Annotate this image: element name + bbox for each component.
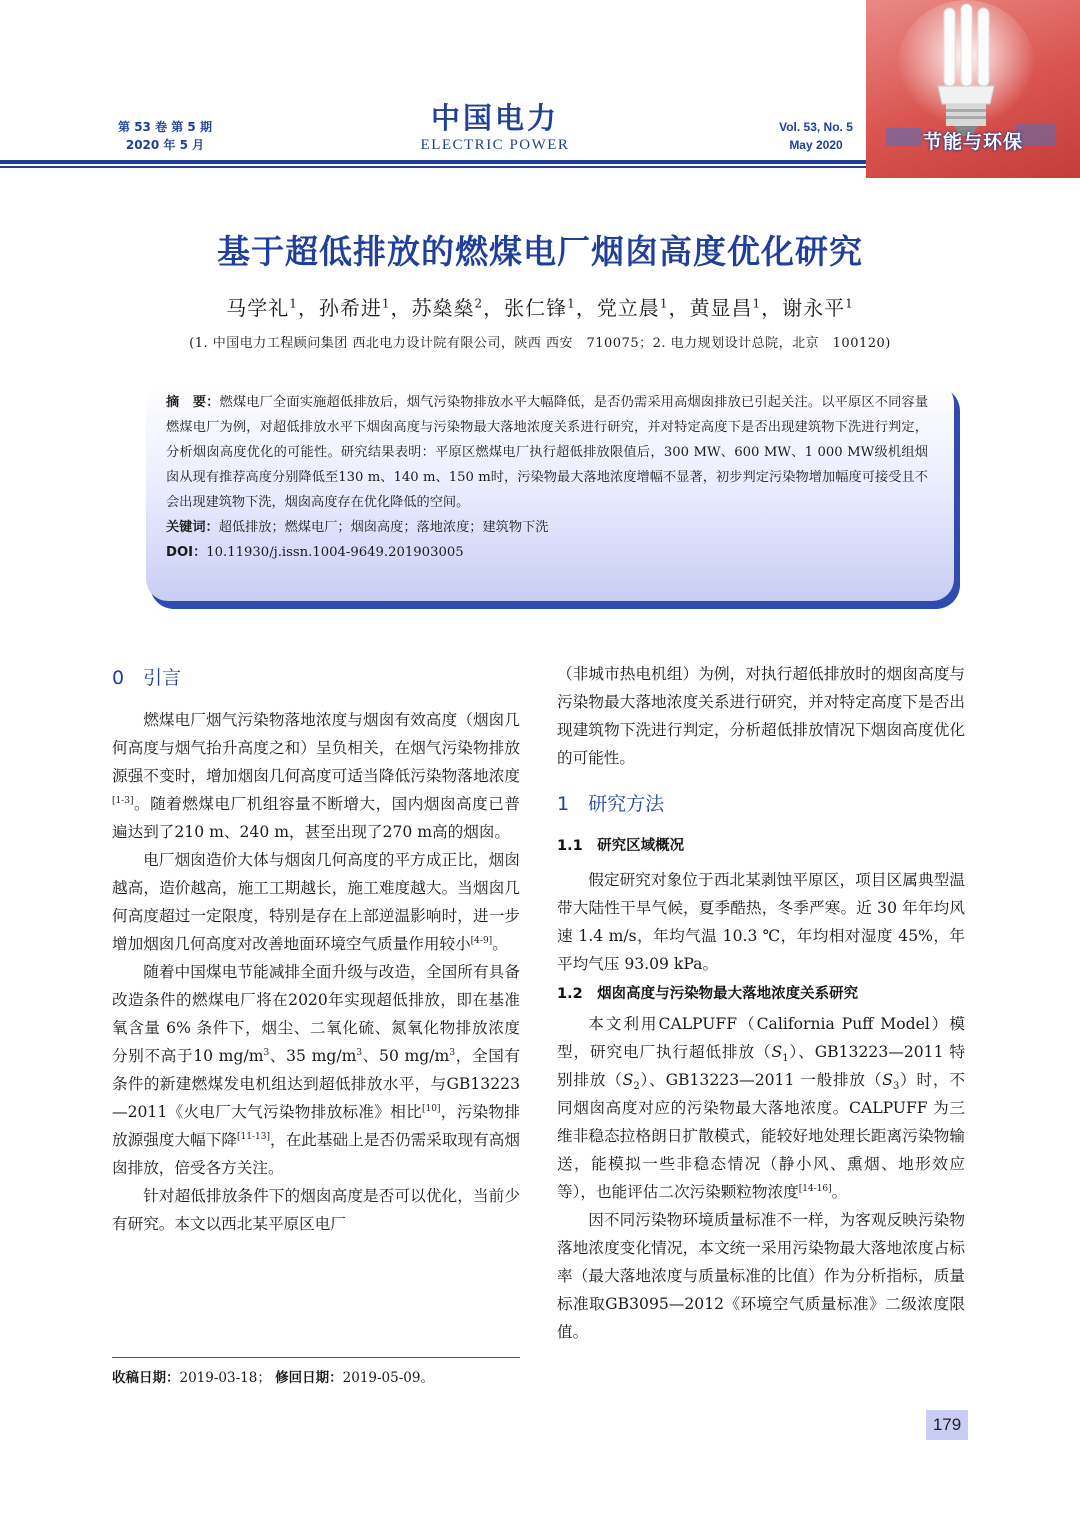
affiliation: (1. 中国电力工程顾问集团 西北电力设计院有限公司，陕西 西安 710075；2. 电力规划设计总院，北京 100120) bbox=[189, 336, 891, 351]
unit-exponent: 3 bbox=[263, 1047, 270, 1058]
paragraph: 假定研究对象位于西北某剥蚀平原区，项目区属典型温带大陆性干旱气候，夏季酷热，冬季严寒。近 30 年年均风速 1.4 m/s，年均气温 10.3 ℃，年均相对湿度 45%，年平均气压 93.09 kPa。 bbox=[557, 871, 965, 973]
text: ，在此基础上是否仍需采取现有高烟囱排放，倍受各方关注。 bbox=[112, 1131, 520, 1177]
citation[interactable]: [11-13] bbox=[237, 1131, 270, 1142]
author: 谢永平 bbox=[782, 296, 846, 320]
right-column bbox=[557, 660, 965, 1346]
footnote-rule bbox=[112, 1357, 520, 1358]
author-affil-mark: 1 bbox=[381, 296, 391, 311]
doi-text: 10.11930/j.issn.1004-9649.201903005 bbox=[206, 545, 464, 560]
section-heading-method: 1 研究方法 bbox=[557, 793, 665, 815]
author: 黄显昌 bbox=[689, 296, 753, 320]
abstract-label: 摘 要： bbox=[166, 395, 220, 410]
author-affil-mark: 1 bbox=[289, 296, 298, 311]
journal-name-cn: 中国电力 bbox=[430, 101, 559, 135]
author-list: 马学礼$^1$，孙希进$^1$，苏燊燊$^2$，张仁锋$^1$，党立晨$^1$，黄显昌$^1$，谢永平$^1$ bbox=[226, 296, 854, 320]
revised-label: 修回日期： bbox=[275, 1370, 343, 1386]
author-affil-mark: 2 bbox=[474, 296, 484, 311]
author: 孙希进 bbox=[318, 296, 382, 320]
header-rule-thin bbox=[0, 166, 866, 168]
author: 马学礼 bbox=[226, 296, 290, 320]
date-cn: 2020 年 5 月 bbox=[125, 138, 205, 152]
text: 随着中国煤电节能减排全面升级与改造，全国所有具备改造条件的燃煤电厂将在2020年实现超低排放，即在基准氧含量 6% 条件下，烟尘、二氧化硫、氮氧化物排放浓度分别不高于10 mg/m bbox=[112, 963, 520, 1065]
text: 燃煤电厂烟气污染物落地浓度与烟囱有效高度（烟囱几何高度与烟气抬升高度之和）呈负相关，在烟气污染物排放源强不变时，增加烟囱几何高度可适当降低污染物落地浓度 bbox=[112, 711, 520, 785]
section-heading-intro: 0 引言 bbox=[112, 667, 182, 689]
footnote bbox=[112, 1366, 532, 1386]
text: 。 bbox=[831, 1183, 848, 1201]
paragraph bbox=[557, 1010, 965, 1206]
doi-label: DOI： bbox=[166, 545, 207, 560]
citation[interactable]: [10] bbox=[422, 1103, 441, 1114]
text: ）、GB13223—2011 一般排放（ bbox=[639, 1071, 883, 1089]
author: 张仁锋 bbox=[504, 296, 568, 320]
keywords-text: 超低排放；燃煤电厂；烟囱高度；落地浓度；建筑物下洗 bbox=[218, 520, 549, 535]
paragraph bbox=[112, 958, 520, 1182]
issue-info-en bbox=[764, 118, 868, 154]
unit-exponent: 3 bbox=[449, 1047, 456, 1058]
symbol: S bbox=[622, 1071, 634, 1089]
paragraph: （非城市热电机组）为例，对执行超低排放时的烟囱高度与污染物最大落地浓度关系进行研究，并对特定高度下是否出现建筑物下洗进行判定，分析超低排放情况下烟囱高度优化的可能性。 bbox=[557, 665, 965, 767]
date-en: May 2020 bbox=[789, 138, 843, 152]
paragraph bbox=[112, 846, 520, 958]
author: 党立晨 bbox=[596, 296, 660, 320]
unit-exponent: 3 bbox=[356, 1047, 363, 1058]
left-column bbox=[112, 664, 520, 1238]
text: 、35 mg/m bbox=[269, 1047, 357, 1065]
doi bbox=[166, 540, 928, 565]
symbol-subscript: 3 bbox=[892, 1081, 900, 1093]
citation[interactable]: [14-16] bbox=[798, 1183, 832, 1194]
text: ）、GB13223—2011 特别排放（ bbox=[557, 1043, 965, 1089]
keywords bbox=[166, 515, 928, 540]
citation[interactable]: [4-9] bbox=[470, 935, 493, 946]
revised-date: 2019-05-09。 bbox=[342, 1370, 434, 1386]
text: ，全国有条件的新建燃煤发电机组达到超低排放水平，与GB13223—2011《火电厂大气污染物排放标准》相比 bbox=[112, 1047, 521, 1121]
paragraph: 针对超低排放条件下的烟囱高度是否可以优化，当前少有研究。本文以西北某平原区电厂 bbox=[112, 1187, 520, 1233]
paragraph: 因不同污染物环境质量标准不一样，为客观反映污染物落地浓度变化情况，本文统一采用污染物最大落地浓度占标率（最大落地浓度与质量标准的比值）作为分析指标，质量标准取GB3095—2012《环境空气质量标准》二级浓度限值。 bbox=[557, 1211, 965, 1341]
abstract-text: 燃煤电厂全面实施超低排放后，烟气污染物排放水平大幅降低，是否仍需采用高烟囱排放已引起关注。以平原区不同容量燃煤电厂为例，对超低排放水平下烟囱高度与污染物最大落地浓度关系进行研究，并对特定高度下是否出现建筑物下洗进行判定，分析烟囱高度优化的可能性。研究结果表明：平原区燃煤电厂执行超低排放限值后，300 MW、600 MW、1 000 MW级机组烟囱从现有推荐高度分别降低至130 m、140 m、150 m时，污染物最大落地浓度增幅不显著，初步判定污染物增加幅度可接受且不会出现建筑物下洗，烟囱高度存在优化降低的空间。 bbox=[166, 395, 929, 510]
author-affil-mark: 1 bbox=[659, 296, 669, 311]
text: ，污染物排放源强度大幅下降 bbox=[112, 1103, 520, 1149]
abstract-body bbox=[166, 390, 928, 515]
received-date: 2019-03-18； bbox=[179, 1370, 271, 1386]
keywords-label: 关键词： bbox=[166, 520, 219, 535]
subsection-heading: 1.2 烟囱高度与污染物最大落地浓度关系研究 bbox=[557, 986, 859, 1002]
paragraph bbox=[112, 706, 520, 846]
author: 苏燊燊 bbox=[411, 296, 475, 320]
subsection-heading: 1.1 研究区域概况 bbox=[557, 838, 685, 854]
symbol: S bbox=[771, 1043, 783, 1061]
received-label: 收稿日期： bbox=[112, 1370, 180, 1386]
text: 电厂烟囱造价大体与烟囱几何高度的平方成正比，烟囱越高，造价越高，施工工期越长，施工难度越大。当烟囱几何高度超过一定限度，特别是存在上部逆温影响时，进一步增加烟囱几何高度对改善地面环境空气质量作用较小 bbox=[112, 851, 520, 953]
paper-title: 基于超低排放的燃煤电厂烟囱高度优化研究 bbox=[217, 232, 863, 271]
journal-name bbox=[395, 100, 595, 154]
volume-en: Vol. 53, No. 5 bbox=[779, 120, 853, 134]
header-rule bbox=[0, 160, 866, 164]
author-affil-mark: 1 bbox=[845, 296, 854, 311]
text: 。随着燃煤电厂机组容量不断增大，国内烟囱高度已普遍达到了210 m、240 m，甚至出现了270 m高的烟囱。 bbox=[112, 795, 520, 841]
abstract bbox=[166, 390, 928, 565]
symbol-subscript: 1 bbox=[782, 1053, 789, 1065]
text: 本文利用CALPUFF（California Puff Model）模型，研究电厂执行超低排放（ bbox=[557, 1015, 965, 1061]
text: 、50 mg/m bbox=[362, 1047, 450, 1065]
journal-name-en: ELECTRIC POWER bbox=[420, 137, 570, 153]
author-affil-mark: 1 bbox=[567, 296, 576, 311]
author-affil-mark: 1 bbox=[752, 296, 762, 311]
symbol-subscript: 2 bbox=[633, 1081, 640, 1093]
page-number: 179 bbox=[926, 1410, 968, 1440]
text: ）时，不同烟囱高度对应的污染物最大落地浓度。CALPUFF 为三维非稳态拉格朗日扩散模式，能较好地处理长距离污染物输送，能模拟一些非稳态情况（静小风、熏烟、地形效应等），也能评估二次污染颗粒物浓度 bbox=[557, 1071, 965, 1201]
section-badge bbox=[866, 0, 1080, 178]
text: 。 bbox=[492, 935, 508, 953]
citation[interactable]: [1-3] bbox=[112, 795, 134, 806]
issue-info-cn bbox=[110, 118, 220, 154]
section-badge-label: 节能与环保 bbox=[922, 131, 1023, 153]
symbol: S bbox=[882, 1071, 893, 1089]
volume-cn: 第 53 卷 第 5 期 bbox=[118, 120, 212, 134]
